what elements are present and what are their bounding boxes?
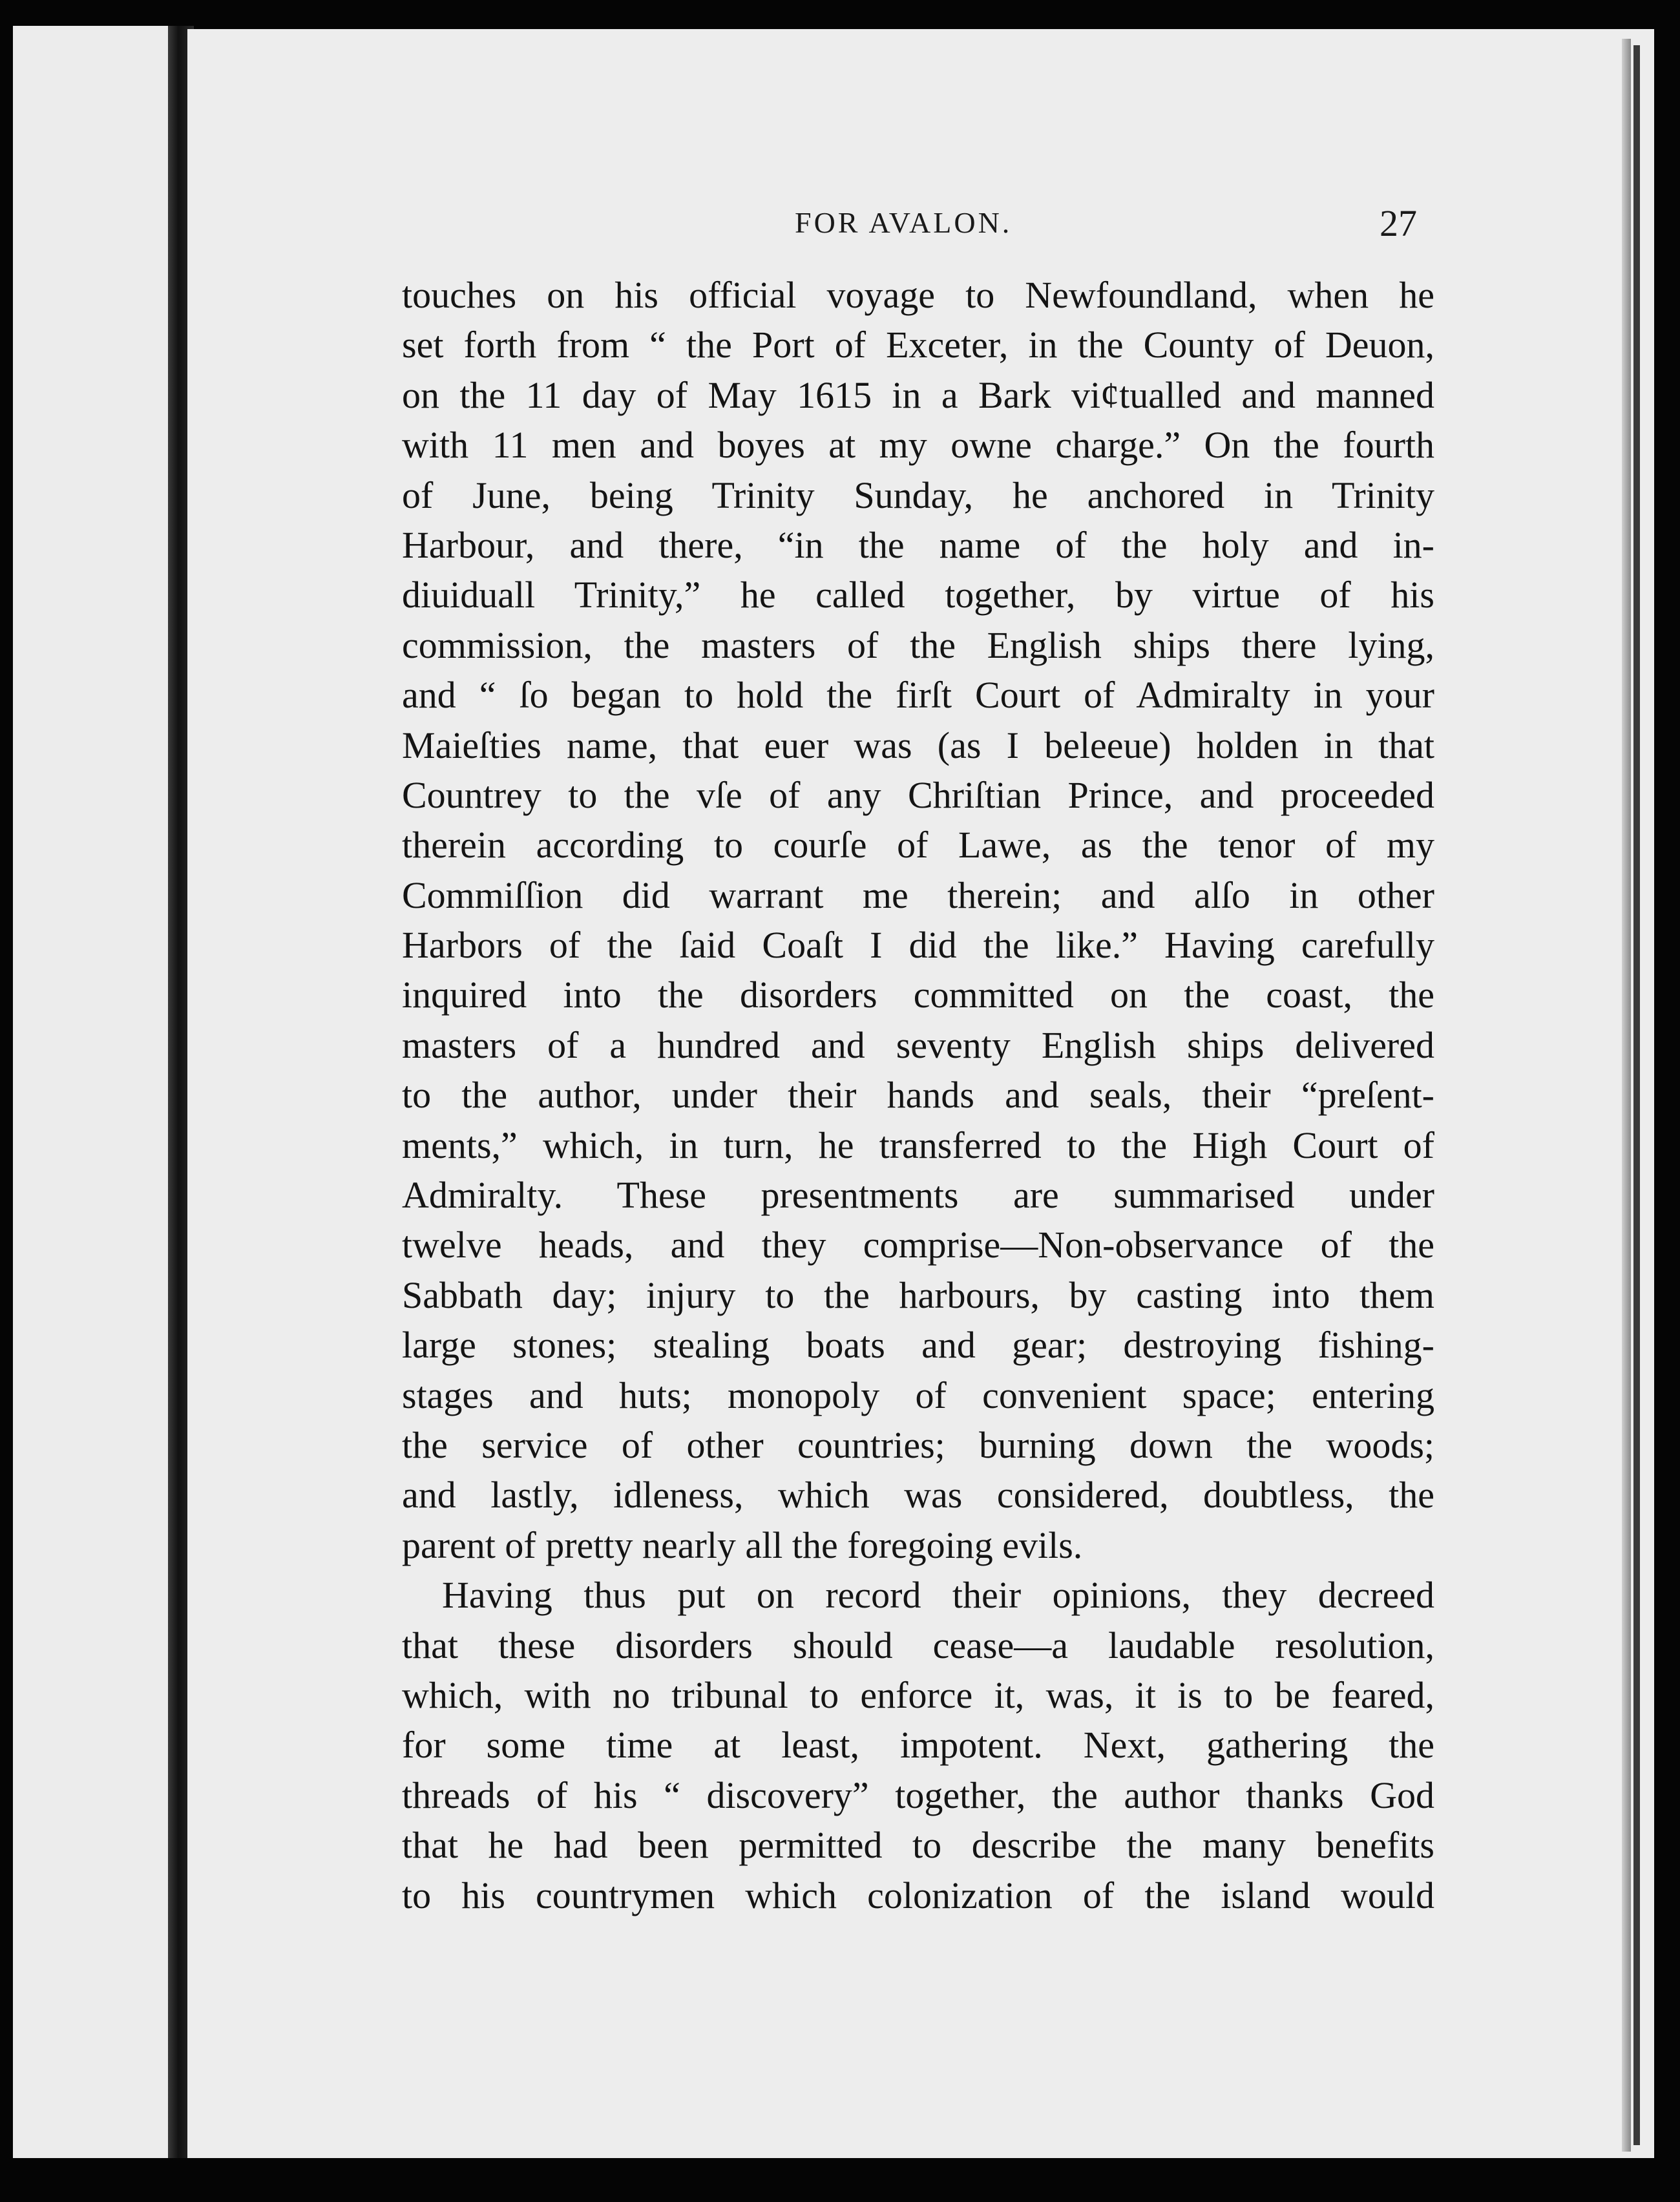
text-line: Maieſties name, that euer was (as I beleeue) holden in that — [402, 724, 1434, 766]
text-line: and lastly, idleness, which was considered, doubtless, the — [402, 1474, 1434, 1516]
text-line: touches on his official voyage to Newfoundland, when he — [402, 274, 1434, 316]
text-line: with 11 men and boyes at my owne charge.” On the fourth — [402, 424, 1434, 467]
text-line: threads of his “ discovery” together, the author thanks God — [402, 1774, 1434, 1816]
text-line: large stones; stealing boats and gear; destroying fishing- — [402, 1324, 1434, 1367]
text-line: to his countrymen which colonization of the island would — [402, 1874, 1434, 1916]
paragraph-2 — [402, 1570, 1434, 1920]
text-line: inquired into the disorders committed on the coast, the — [402, 974, 1434, 1016]
text-line: that he had been permitted to describe the many benefits — [402, 1824, 1434, 1867]
text-line: Sabbath day; injury to the harbours, by casting into them — [402, 1274, 1434, 1316]
text-line: set forth from “ the Port of Exceter, in the County of Deuon, — [402, 324, 1434, 366]
text-line: Commiſſion did warrant me therein; and alſo in other — [402, 874, 1434, 916]
text-line: and “ ſo began to hold the firſt Court of Admiralty in your — [402, 674, 1434, 717]
text-line: on the 11 day of May 1615 in a Bark vi¢tualled and manned — [402, 373, 1434, 416]
text-line: for some time at least, impotent. Next, gathering the — [402, 1724, 1434, 1767]
page-number: 27 — [1380, 202, 1417, 244]
body-text — [402, 270, 1434, 1920]
text-line: diuiduall Trinity,” he called together, by virtue of his — [402, 574, 1434, 616]
text-line: parent of pretty nearly all the foregoing evils. — [402, 1524, 1083, 1566]
facing-page-margin — [13, 26, 178, 2158]
text-line: Harbors of the ſaid Coaſt I did the like.” Having carefully — [402, 924, 1434, 967]
text-line: Harbour, and there, “in the name of the holy and in- — [402, 523, 1434, 566]
text-line: commission, the masters of the English ships there lying, — [402, 624, 1434, 666]
text-line: ments,” which, in turn, he transferred to the High Court of — [402, 1124, 1434, 1166]
text-line: Admiralty. These presentments are summarised under — [402, 1174, 1434, 1217]
running-head: FOR AVALON. — [795, 206, 1013, 239]
text-line: Having thus put on record their opinions, they decreed — [442, 1574, 1434, 1617]
text-line: masters of a hundred and seventy English ships delivered — [402, 1023, 1434, 1066]
text-line: the service of other countries; burning down the woods; — [402, 1423, 1434, 1466]
text-line: of June, being Trinity Sunday, he anchored in Trinity — [402, 474, 1434, 516]
text-line: stages and huts; monopoly of convenient space; entering — [402, 1374, 1434, 1416]
text-line: Countrey to the vſe of any Chriſtian Prince, and proceeded — [402, 773, 1434, 816]
text-line: therein according to courſe of Lawe, as the tenor of my — [402, 824, 1434, 866]
page-edge-shadow — [1633, 45, 1640, 2145]
page-edge — [1622, 39, 1631, 2152]
text-line: to the author, under their hands and seals, their “preſent- — [402, 1074, 1434, 1117]
text-line: that these disorders should cease—a laudable resolution, — [402, 1624, 1434, 1666]
text-line: twelve heads, and they comprise—Non-observance of the — [402, 1224, 1434, 1266]
text-line: which, with no tribunal to enforce it, was, it is to be feared, — [402, 1673, 1434, 1716]
paragraph-1 — [402, 270, 1434, 1570]
